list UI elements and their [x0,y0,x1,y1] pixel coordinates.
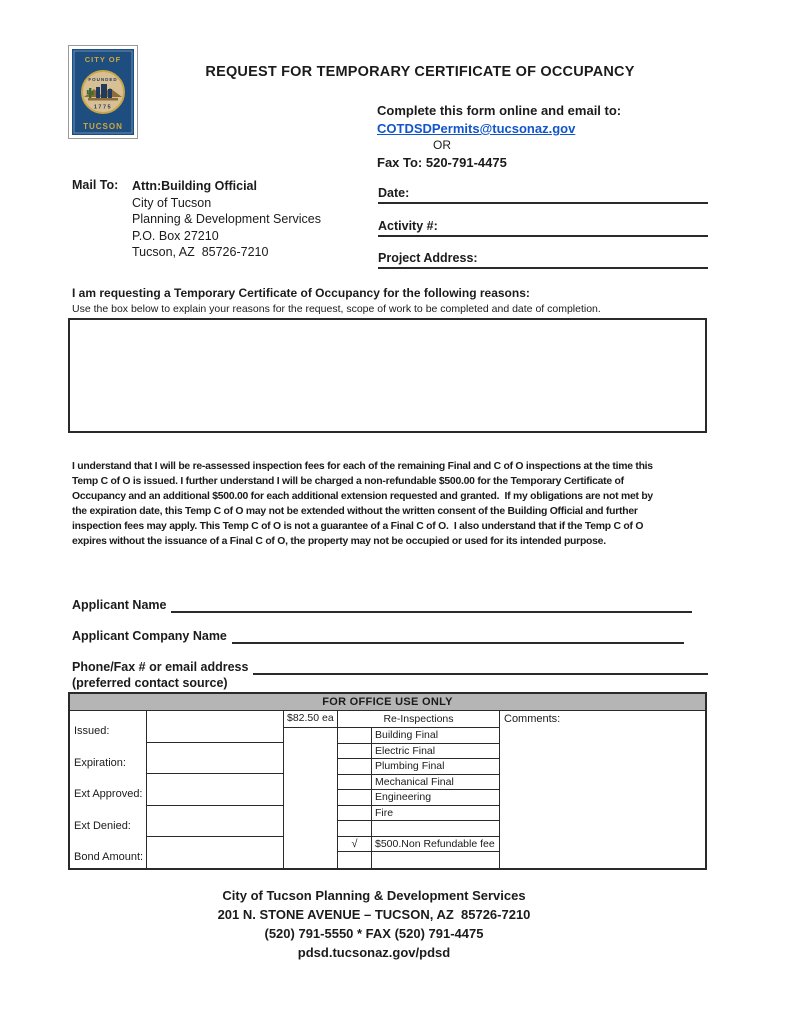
footer-block [68,886,680,962]
applicant-name-line[interactable] [171,598,692,613]
svg-text:1775: 1775 [93,104,113,111]
mail-to-label: Mail To: [72,178,119,192]
reinspections-header: Re-Inspections [338,711,500,728]
request-heading: I am requesting a Temporary Certificate of Occupancy for the following reasons: [72,286,530,300]
contact-instruction: Complete this form online and email to: [377,103,622,118]
agreement-paragraph [72,459,653,549]
agreement-line: Temp C of O is issued. I further understand I will be charged a non-refundable $500.00 for the Temporary Certificate of [72,476,624,487]
office-use-header: FOR OFFICE USE ONLY [70,694,705,711]
inspection-item: Engineering [372,790,500,806]
applicant-company-label: Applicant Company Name [72,629,227,643]
agreement-line: expires without the issuance of a Final C of O, the property may not be occupied or used for its intended purpose. [72,536,606,547]
bond-amount-write-in-box [147,837,283,868]
mail-to-city: City of Tucson [132,195,212,210]
footer-org: City of Tucson Planning & Development Services [222,888,526,903]
applicant-contact-label: Phone/Fax # or email address [72,660,249,674]
comments-cell: Comments: [504,713,561,725]
inspection-item: Fire [372,806,500,822]
ext-approved-label: Ext Approved: [74,788,143,801]
inspection-item: $500.Non Refundable fee [372,837,500,853]
issued-label: Issued: [74,725,110,738]
checkbox-cell [338,821,372,837]
ext-denied-label: Ext Denied: [74,819,131,832]
svg-text:TUCSON: TUCSON [83,122,123,131]
mail-to-block [72,178,321,261]
project-address-label: Project Address: [378,251,478,265]
applicant-name-label: Applicant Name [72,598,167,612]
date-label: Date: [378,186,410,200]
svg-text:CITY OF: CITY OF [84,55,122,64]
agreement-line: Occupancy and an additional $500.00 for each additional extension requested and granted. If my obligations are not met by [72,491,653,502]
footer-url: pdsd.tucsonaz.gov/pdsd [297,945,451,960]
office-row-labels [70,711,147,868]
request-instruction: Use the box below to explain your reasons for the request, scope of work to be completed and date of completion. [72,303,601,315]
footer-address: 201 N. STONE AVENUE – TUCSON, AZ 85726-7210 [217,907,531,922]
applicant-company-line[interactable] [232,629,684,644]
ext-denied-write-in-box [147,806,283,838]
activity-label: Activity #: [378,219,438,233]
fee-each-cell: $82.50 ea [284,711,338,728]
mail-to-attn: Attn:Building Official [132,179,257,193]
checkbox-cell [338,775,372,791]
checkmark-cell: √ [338,837,372,853]
svg-text:FOUNDED: FOUNDED [88,77,118,82]
applicant-name-field[interactable] [72,598,692,613]
page-title: REQUEST FOR TEMPORARY CERTIFICATE OF OCCUPANCY [205,64,635,80]
checkbox-cell [338,790,372,806]
inspection-item: Electric Final [372,744,500,760]
issued-write-in-box [147,711,283,743]
office-write-in-column [147,711,284,868]
mail-to-dept: Planning & Development Services [132,212,321,226]
fee-column-empty [284,728,338,868]
contact-block [377,103,621,170]
checkbox-cell [338,744,372,760]
applicant-contact-line[interactable] [253,660,708,675]
mail-to-address [132,178,321,261]
bond-amount-label: Bond Amount: [74,850,144,863]
inspection-item: Mechanical Final [372,775,500,791]
reasons-input-box[interactable] [68,318,707,433]
fax-line: Fax To: 520-791-4475 [377,155,507,170]
checkbox-cell [338,806,372,822]
expiration-label: Expiration: [74,756,126,769]
activity-number-field[interactable] [378,219,708,237]
office-use-table [68,692,707,870]
inspection-item: Plumbing Final [372,759,500,775]
agreement-line: the expiration date, this Temp C of O may not be extended without the written consent of the Building Official and further [72,506,638,517]
checkbox-cell [338,728,372,744]
date-field[interactable] [378,186,708,204]
applicant-contact-field[interactable] [72,660,708,675]
inspection-item: Building Final [372,728,500,744]
checkbox-cell [338,852,372,868]
mail-to-citystate: Tucson, AZ 85726-7210 [132,245,269,259]
mail-to-pobox: P.O. Box 27210 [132,228,219,243]
checkbox-cell [338,759,372,775]
project-address-field[interactable] [378,251,708,269]
expiration-write-in-box [147,743,283,775]
tucson-logo [68,45,138,139]
email-link[interactable]: COTDSDPermits@tucsonaz.gov [377,121,576,136]
preferred-contact-note: (preferred contact source) [72,676,228,690]
city-seal-icon [68,45,138,139]
agreement-line: I understand that I will be re-assessed inspection fees for each of the remaining Final and C of O inspections at the time this [72,461,653,472]
inspection-item [372,852,500,868]
applicant-company-field[interactable] [72,629,684,644]
inspection-item [372,821,500,837]
footer-phone: (520) 791-5550 * FAX (520) 791-4475 [264,926,484,941]
or-text: OR [433,138,451,152]
agreement-line: inspection fees may apply. This Temp C of O is not a guarantee of a Final C of O. I also understand that if the Temp C of O [72,521,644,532]
ext-approved-write-in-box [147,774,283,806]
